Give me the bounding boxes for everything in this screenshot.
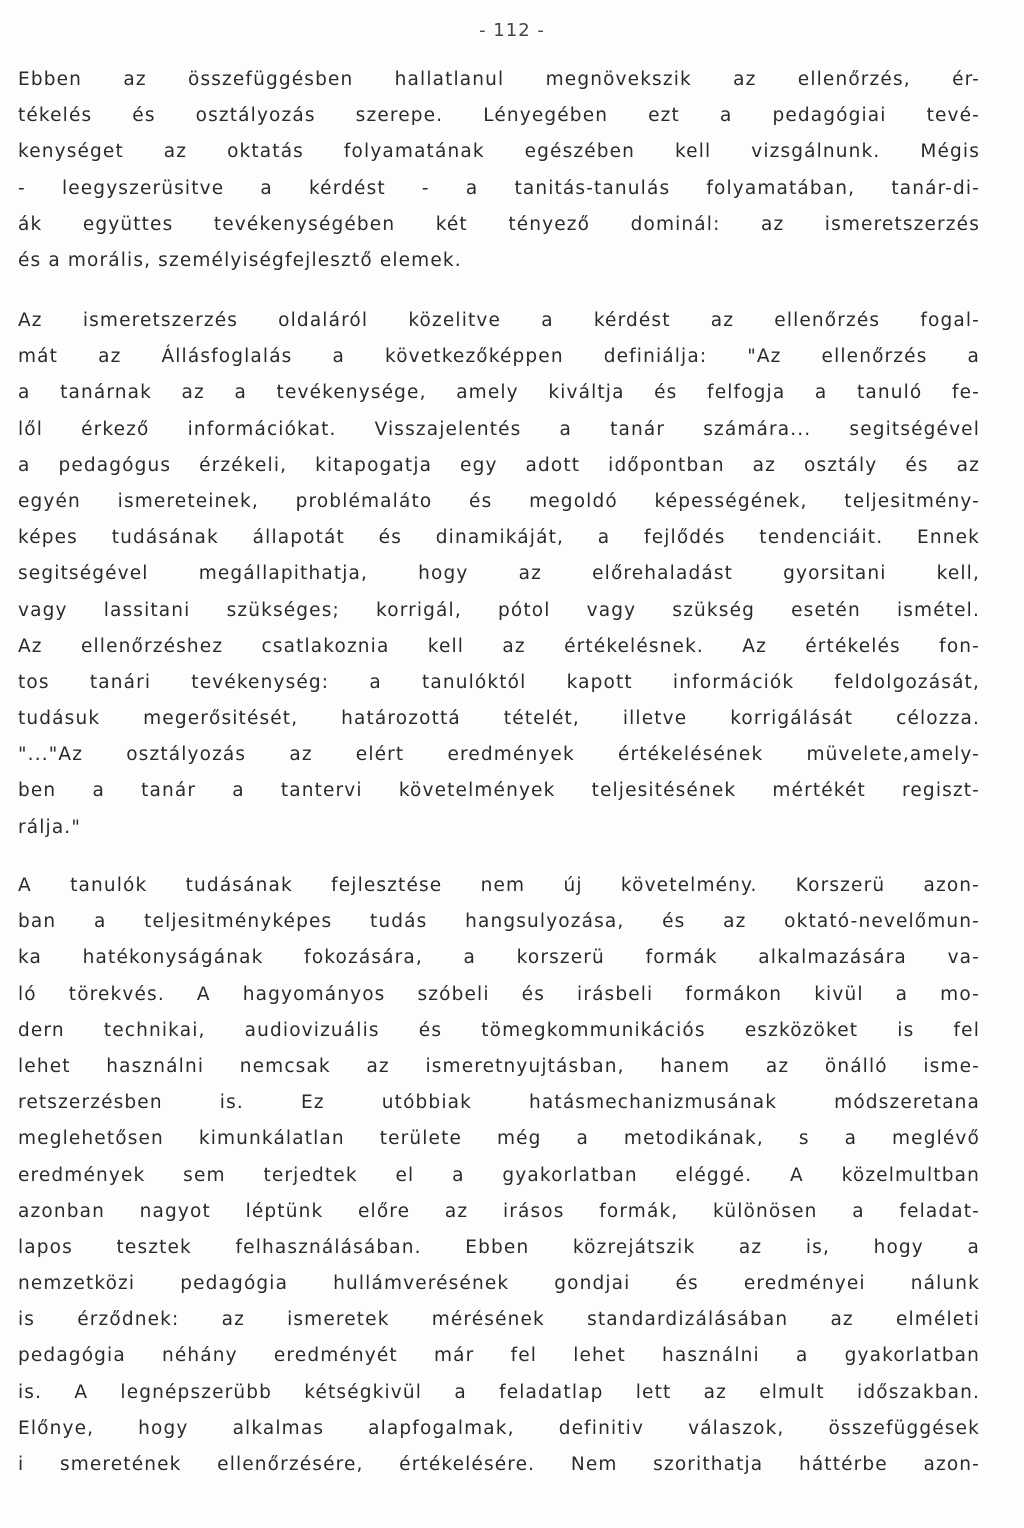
text-line: "..."Az osztályozás az elért eredmények értékelésének müvelete,amely- [18, 744, 980, 766]
text-line: és a morális, személyiségfejlesztő elemek. [18, 249, 462, 271]
text-line: a pedagógus érzékeli, kitapogatja egy adott időpontban az osztály és az [18, 454, 980, 476]
text-line: ban a teljesitményképes tudás hangsulyozása, és az oktató-nevelőmun- [18, 911, 980, 933]
text-line: lől érkező információkat. Visszajelentés a tanár számára... segitségével [18, 418, 980, 440]
text-line: Előnye, hogy alkalmas alapfogalmak, definitiv válaszok, összefüggések [18, 1417, 980, 1439]
paragraph-2 [18, 303, 980, 846]
text-line: a tanárnak az a tevékenysége, amely kiváltja és felfogja a tanuló fe- [18, 382, 980, 404]
text-line: mát az Állásfoglalás a következőképpen definiálja: "Az ellenőrzés a [18, 346, 980, 368]
text-line: rálja." [18, 816, 81, 838]
text-line: lapos tesztek felhasználásában. Ebben közrejátszik az is, hogy a [18, 1236, 980, 1258]
text-line: is. A legnépszerübb kétségkivül a feladatlap lett az elmult időszakban. [18, 1381, 980, 1403]
text-line: segitségével megállapithatja, hogy az előrehaladást gyorsitani kell, [18, 563, 980, 585]
text-line: nemzetközi pedagógia hullámverésének gondjai és eredményei nálunk [18, 1273, 980, 1295]
text-line: kenységet az oktatás folyamatának egészében kell vizsgálnunk. Mégis [18, 141, 980, 163]
text-line: ló törekvés. A hagyományos szóbeli és irásbeli formákon kivül a mo- [18, 983, 980, 1005]
text-line: lehet használni nemcsak az ismeretnyujtásban, hanem az önálló isme- [18, 1055, 980, 1077]
text-line: egyén ismereteinek, problémaláto és megoldó képességének, teljesitmény- [18, 490, 980, 512]
text-line: Ebben az összefüggésben hallatlanul megnövekszik az ellenőrzés, ér- [18, 69, 980, 90]
text-line: retszerzésben is. Ez utóbbiak hatásmechanizmusának módszeretana [18, 1092, 980, 1114]
text-line: eredmények sem terjedtek el a gyakorlatban eléggé. A közelmultban [18, 1164, 980, 1186]
text-line: tudásuk megerősitését, határozottá tételét, illetve korrigálását célozza. [18, 708, 980, 730]
text-line: i smeretének ellenőrzésére, értékelésére. Nem szorithatja háttérbe azon- [18, 1454, 980, 1475]
text-line: ben a tanár a tantervi követelmények teljesitésének mértékét regiszt- [18, 780, 980, 802]
text-line: ka hatékonyságának fokozására, a korszerü formák alkalmazására va- [18, 947, 980, 969]
text-line: pedagógia néhány eredményét már fel lehet használni a gyakorlatban [18, 1345, 980, 1367]
paragraph-3 [18, 868, 980, 1483]
text-line: ák együttes tevékenységében két tényező dominál: az ismeretszerzés [18, 213, 980, 235]
text-line: képes tudásának állapotát és dinamikáját, a fejlődés tendenciáit. Ennek [18, 527, 980, 549]
text-line: tékelés és osztályozás szerepe. Lényegében ezt a pedagógiai tevé- [18, 105, 980, 127]
paragraph-1 [18, 62, 980, 279]
text-line: Az ismeretszerzés oldaláról közelitve a kérdést az ellenőrzés fogal- [18, 310, 980, 331]
text-line: is érződnek: az ismeretek mérésének standardizálásában az elméleti [18, 1309, 980, 1331]
text-line: - leegyszerüsitve a kérdést - a tanitás-tanulás folyamatában, tanár-di- [18, 177, 980, 199]
text-line: Az ellenőrzéshez csatlakoznia kell az értékelésnek. Az értékelés fon- [18, 635, 980, 657]
text-line: A tanulók tudásának fejlesztése nem új követelmény. Korszerü azon- [18, 875, 980, 896]
page-number: - 112 - [479, 20, 545, 41]
text-line: azonban nagyot léptünk előre az irásos formák, különösen a feladat- [18, 1200, 980, 1222]
text-line: meglehetősen kimunkálatlan területe még a metodikának, s a meglévő [18, 1128, 980, 1150]
text-line: vagy lassitani szükséges; korrigál, pótol vagy szükség esetén ismétel. [18, 599, 980, 621]
text-line: dern technikai, audiovizuális és tömegkommunikációs eszközöket is fel [18, 1019, 980, 1041]
text-line: tos tanári tevékenység: a tanulóktól kapott információk feldolgozását, [18, 671, 980, 693]
